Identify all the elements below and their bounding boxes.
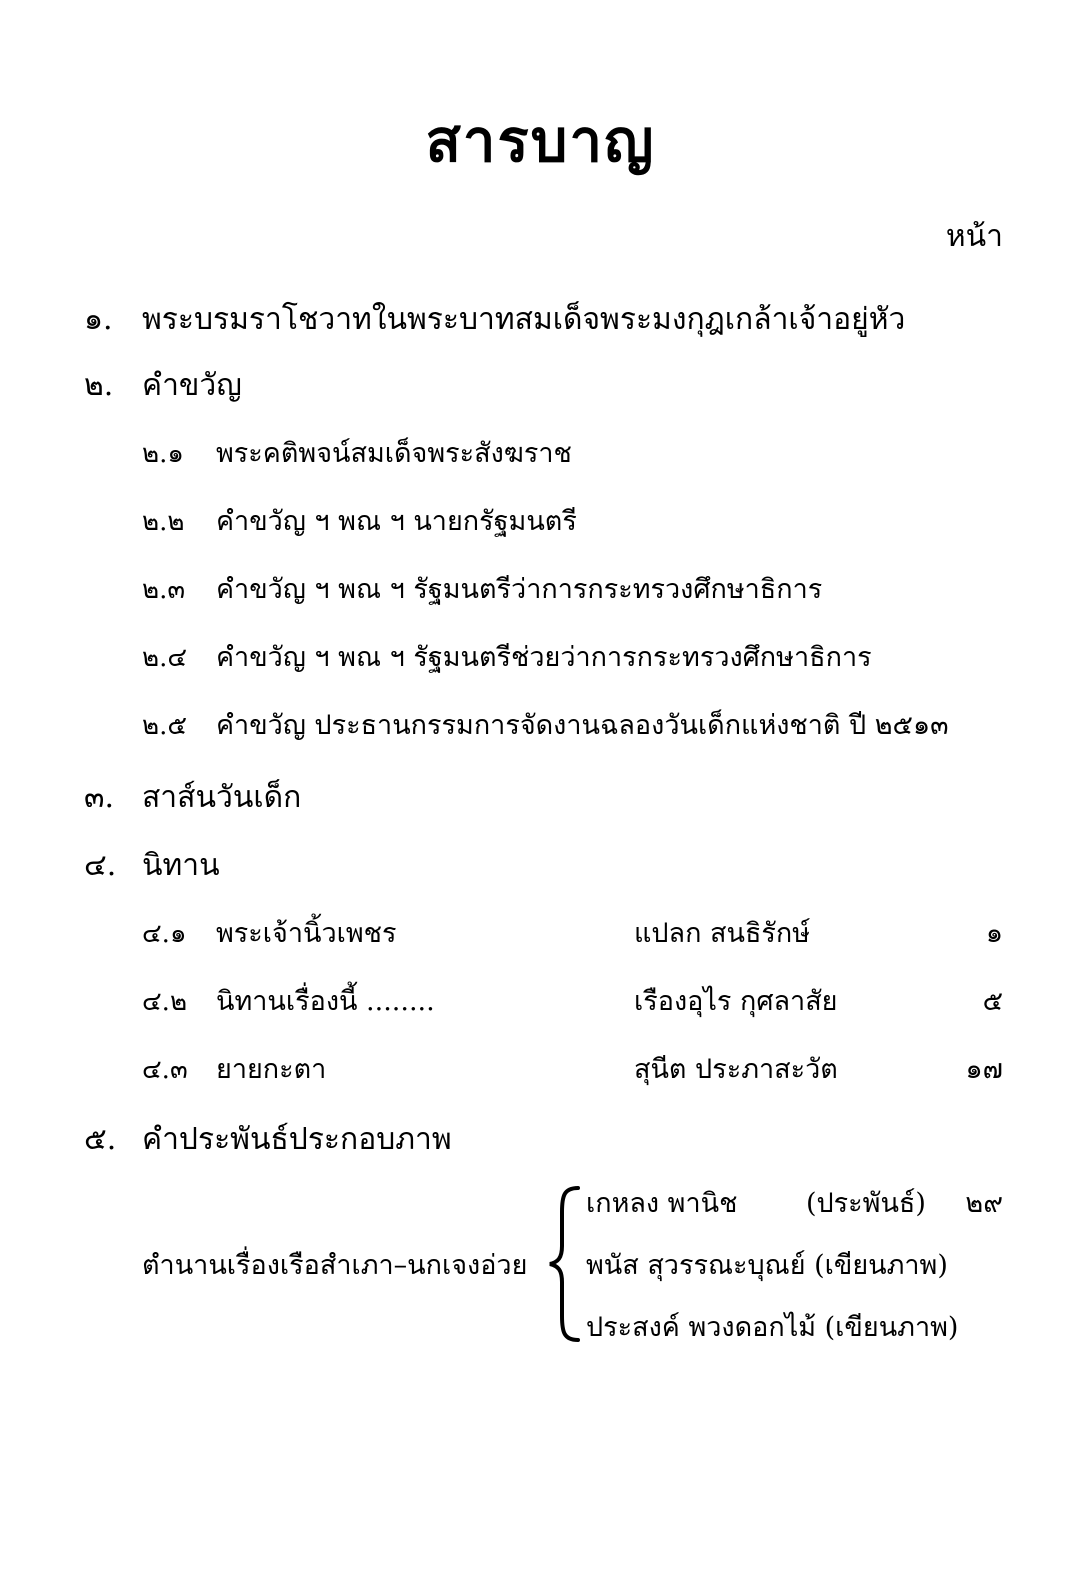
toc-section-5 <box>0 1120 1081 1160</box>
author-name: เรืองอุไร กุศลาสัย <box>634 986 838 1017</box>
toc-section-1 <box>0 300 1081 340</box>
subsection-number: ๒.๔ <box>142 643 188 673</box>
subsection-number: ๒.๒ <box>142 507 185 537</box>
author-name: แปลก สนธิรักษ์ <box>634 918 811 949</box>
subsection-title: พระคติพจน์สมเด็จพระสังฆราช <box>216 438 572 469</box>
toc-subsection-2-2 <box>0 502 1081 542</box>
section-title: คำประพันธ์ประกอบภาพ <box>142 1122 452 1157</box>
section-title: นิทาน <box>142 848 220 883</box>
toc-subsection-2-4 <box>0 638 1081 678</box>
toc-subsection-4-3 <box>0 1050 1081 1090</box>
section-number: ๒. <box>84 368 114 403</box>
subsection-number: ๔.๓ <box>142 1055 188 1085</box>
credit-line-3 <box>0 1308 1081 1348</box>
section-number: ๓. <box>84 780 115 815</box>
section-title: คำขวัญ <box>142 368 242 403</box>
subsection-title: คำขวัญ ประธานกรรมการจัดงานฉลองวันเด็กแห่งชาติ ปี ๒๕๑๓ <box>216 710 949 741</box>
toc-subsection-2-5 <box>0 706 1081 746</box>
page-number: ๒๙ <box>965 1188 1003 1219</box>
subsection-title: คำขวัญ ฯ พณ ฯ นายกรัฐมนตรี <box>216 506 577 537</box>
subsection-title: พระเจ้านิ้วเพชร <box>216 918 397 949</box>
page-number: ๑ <box>985 918 1003 949</box>
toc-subsection-4-2 <box>0 982 1081 1022</box>
toc-subsection-2-3 <box>0 570 1081 610</box>
section-title: สาส์นวันเด็ก <box>142 780 302 815</box>
section-number: ๑. <box>84 302 113 337</box>
credit-line-1 <box>0 1184 1081 1224</box>
author-name: สุนีต ประภาสะวัต <box>634 1054 838 1085</box>
section-title: พระบรมราโชวาทในพระบาทสมเด็จพระมงกุฎเกล้าเจ้าอยู่หัว <box>142 302 906 337</box>
credit-line-2 <box>0 1246 1081 1286</box>
credit-name: พนัส สุวรรณะบุณย์ (เขียนภาพ) <box>586 1250 948 1281</box>
page-number: ๕ <box>982 986 1003 1017</box>
subsection-number: ๒.๑ <box>142 439 184 469</box>
section-number: ๔. <box>84 848 117 883</box>
toc-subsection-2-1 <box>0 434 1081 474</box>
subsection-number: ๒.๕ <box>142 711 188 741</box>
subsection-title: ยายกะตา <box>216 1054 327 1085</box>
toc-section-4 <box>0 846 1081 886</box>
subsection-number: ๔.๑ <box>142 919 187 949</box>
illustrated-work-title: ตำนานเรื่องเรือสำเภา–นกเจงอ่วย <box>142 1250 528 1281</box>
credit-name: เกหลง พานิช <box>586 1188 738 1219</box>
credit-role: (ประพันธ์) <box>806 1188 926 1219</box>
page-title: สารบาญ <box>425 107 656 175</box>
credit-name: ประสงค์ พวงดอกไม้ (เขียนภาพ) <box>586 1312 959 1343</box>
toc-subsection-4-1 <box>0 914 1081 954</box>
subsection-number: ๔.๒ <box>142 987 188 1017</box>
page-column-label: หน้า <box>945 219 1003 254</box>
page-number: ๑๗ <box>965 1054 1003 1085</box>
subsection-number: ๒.๓ <box>142 575 186 605</box>
subsection-title: คำขวัญ ฯ พณ ฯ รัฐมนตรีว่าการกระทรวงศึกษาธิการ <box>216 574 823 605</box>
toc-section-2 <box>0 366 1081 406</box>
toc-section-3 <box>0 778 1081 818</box>
subsection-title: คำขวัญ ฯ พณ ฯ รัฐมนตรีช่วยว่าการกระทรวงศึกษาธิการ <box>216 642 872 673</box>
subsection-title: นิทานเรื่องนี้ ........ <box>216 986 435 1017</box>
section-number: ๕. <box>84 1122 117 1157</box>
